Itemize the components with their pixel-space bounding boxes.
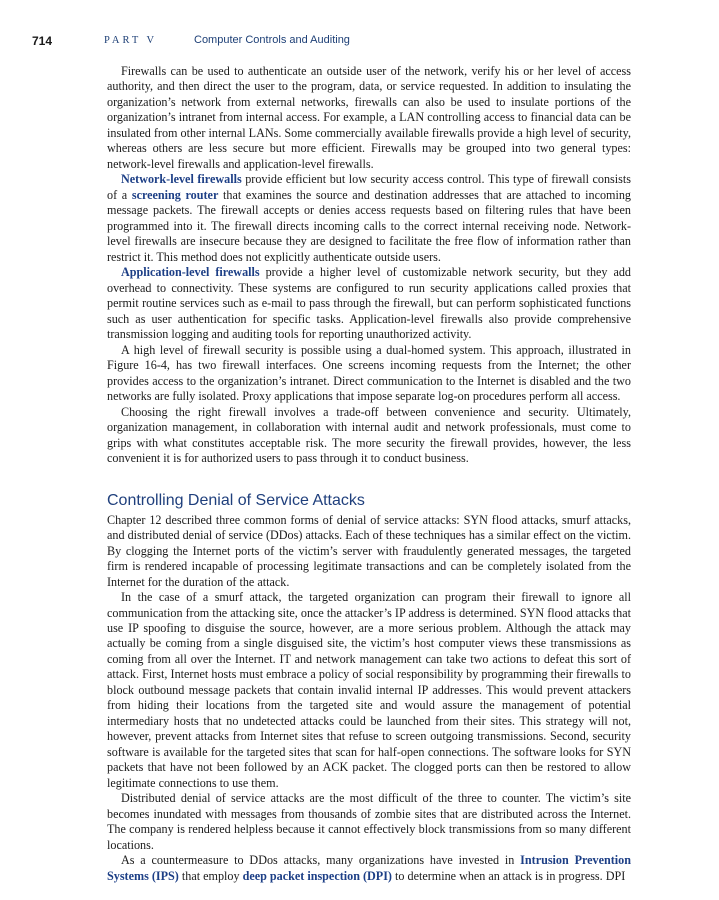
section-heading: Controlling Denial of Service Attacks: [107, 491, 365, 509]
paragraph-network-level-firewalls: Network-level firewalls provide efficient but low security access control. This type of firewall consists of a screening router that examines the source and destination addresses that are attached to incoming message packets. The firewall accepts or denies access requests based on filtering rules that have been programmed into it. The firewall directs incoming calls to the correct internal receiving node. Network-level firewalls are insecure because they are designed to facilitate the free flow of information rather than restrict it. This method does not explicitly authenticate outside users.: [107, 172, 632, 264]
paragraph-dual-homed: A high level of firewall security is possible using a dual-homed system. This approach, illustrated in Figure 16-4, has two firewall interfaces. One screens incoming requests from the Internet; the other provides access to the organization’s intranet. Direct communication to the Internet is disabled and the two networks are fully isolated. Proxy applications that impose separate log-on procedures perform all access.: [107, 342, 631, 404]
page-number: 714: [32, 34, 53, 48]
paragraph-dos-forms: Chapter 12 described three common forms of denial of service attacks: SYN flood attacks, smurf attacks, and distributed denial of service (DDos) attacks. Each of these techniques has a similar effect on the victim. By clogging the Internet ports of the victim’s server with fraudulently generated messages, the targeted firm is rendered incapable of processing legitimate transactions and can be completely isolated from the Internet for the duration of the attack.: [107, 512, 631, 589]
paragraph-choosing-firewall: Choosing the right firewall involves a trade-off between convenience and security. Ultimately, organization management, in collaboration with internal audit and network professionals, must come to grips with what constitutes acceptable risk. The more security the firewall provides, however, the less convenient it is for authorized users to pass through it to conduct business.: [107, 404, 631, 466]
keyword-dpi: deep packet inspection (DPI): [242, 868, 392, 883]
keyword-application-level-firewalls: Application-level firewalls: [121, 265, 260, 280]
keyword-network-level-firewalls: Network-level firewalls: [121, 172, 242, 187]
paragraph-ips-dpi: As a countermeasure to DDos attacks, many organizations have invested in Intrusion Prevention Systems (IPS) that employ deep packet inspection (DPI) to determine when an attack is in progress. DPI: [107, 853, 631, 883]
paragraph-application-level-firewalls: Application-level firewalls provide a higher level of customizable network security, but they add overhead to connectivity. These systems are configured to run security applications called proxies that permit routine services such as e-mail to pass through the firewall, but can perform sophisticated functions such as user authentication for specific tasks. Application-level firewalls also provide comprehensive transmission logging and auditing tools for reporting unauthorized activity.: [107, 265, 631, 342]
paragraph-ddos: Distributed denial of service attacks are the most difficult of the three to counter. The victim’s site becomes inundated with messages from thousands of zombie sites that are distributed across the Internet. The company is rendered helpless because it cannot effectively block transmissions from so many different locations.: [107, 791, 631, 852]
keyword-screening-router: screening router: [131, 187, 219, 202]
page-body: [107, 64, 631, 884]
running-header: [32, 34, 672, 50]
paragraph-firewall-authentication: Firewalls can be used to authenticate an outside user of the network, verify his or her level of access authority, and then direct the user to the program, data, or service requested. In addition to insulating the organization’s network from external networks, firewalls can also be used to insulate portions of the organization’s intranet from internal access. For example, a LAN controlling access to financial data can be insulated from other internal LANs. Some commercially available firewalls provide a high level of security, whereas others are less secure but more efficient. Firewalls may be grouped into two general types: network-level firewalls and application-level firewalls.: [107, 64, 631, 171]
keyword-ips: Intrusion Prevention Systems (IPS): [107, 853, 631, 883]
paragraph-smurf-syn: In the case of a smurf attack, the targeted organization can program their firewall to ignore all communication from the attacking site, once the attacker’s IP address is determined. SYN flood attacks that use IP spoofing to disguise the source, however, are a more serious problem. Although the attack may actually be coming from a single disguised site, the victim’s host computer views these transmissions as coming from all over the Internet. IT and network management can take two actions to defeat this sort of attack. First, Internet hosts must embrace a policy of social responsibility by programming their firewalls to block outbound message packets that contain invalid internal IP addresses. This would prevent attackers from hiding their locations from the targeted site and would assure the management of potential intermediary hosts that no undetected attacks could be launched from their sites. This strategy will not, however, prevent attacks from Internet sites that refuse to screen outgoing transmissions. Second, security software is available for the targeted sites that scan for half-open connections. The software looks for SYN packets that have not been followed by an ACK packet. The clogged ports can then be restored to allow legitimate connections to use them.: [107, 590, 631, 790]
running-section-title: Computer Controls and Auditing: [194, 34, 350, 46]
part-label: PART V: [104, 35, 158, 46]
